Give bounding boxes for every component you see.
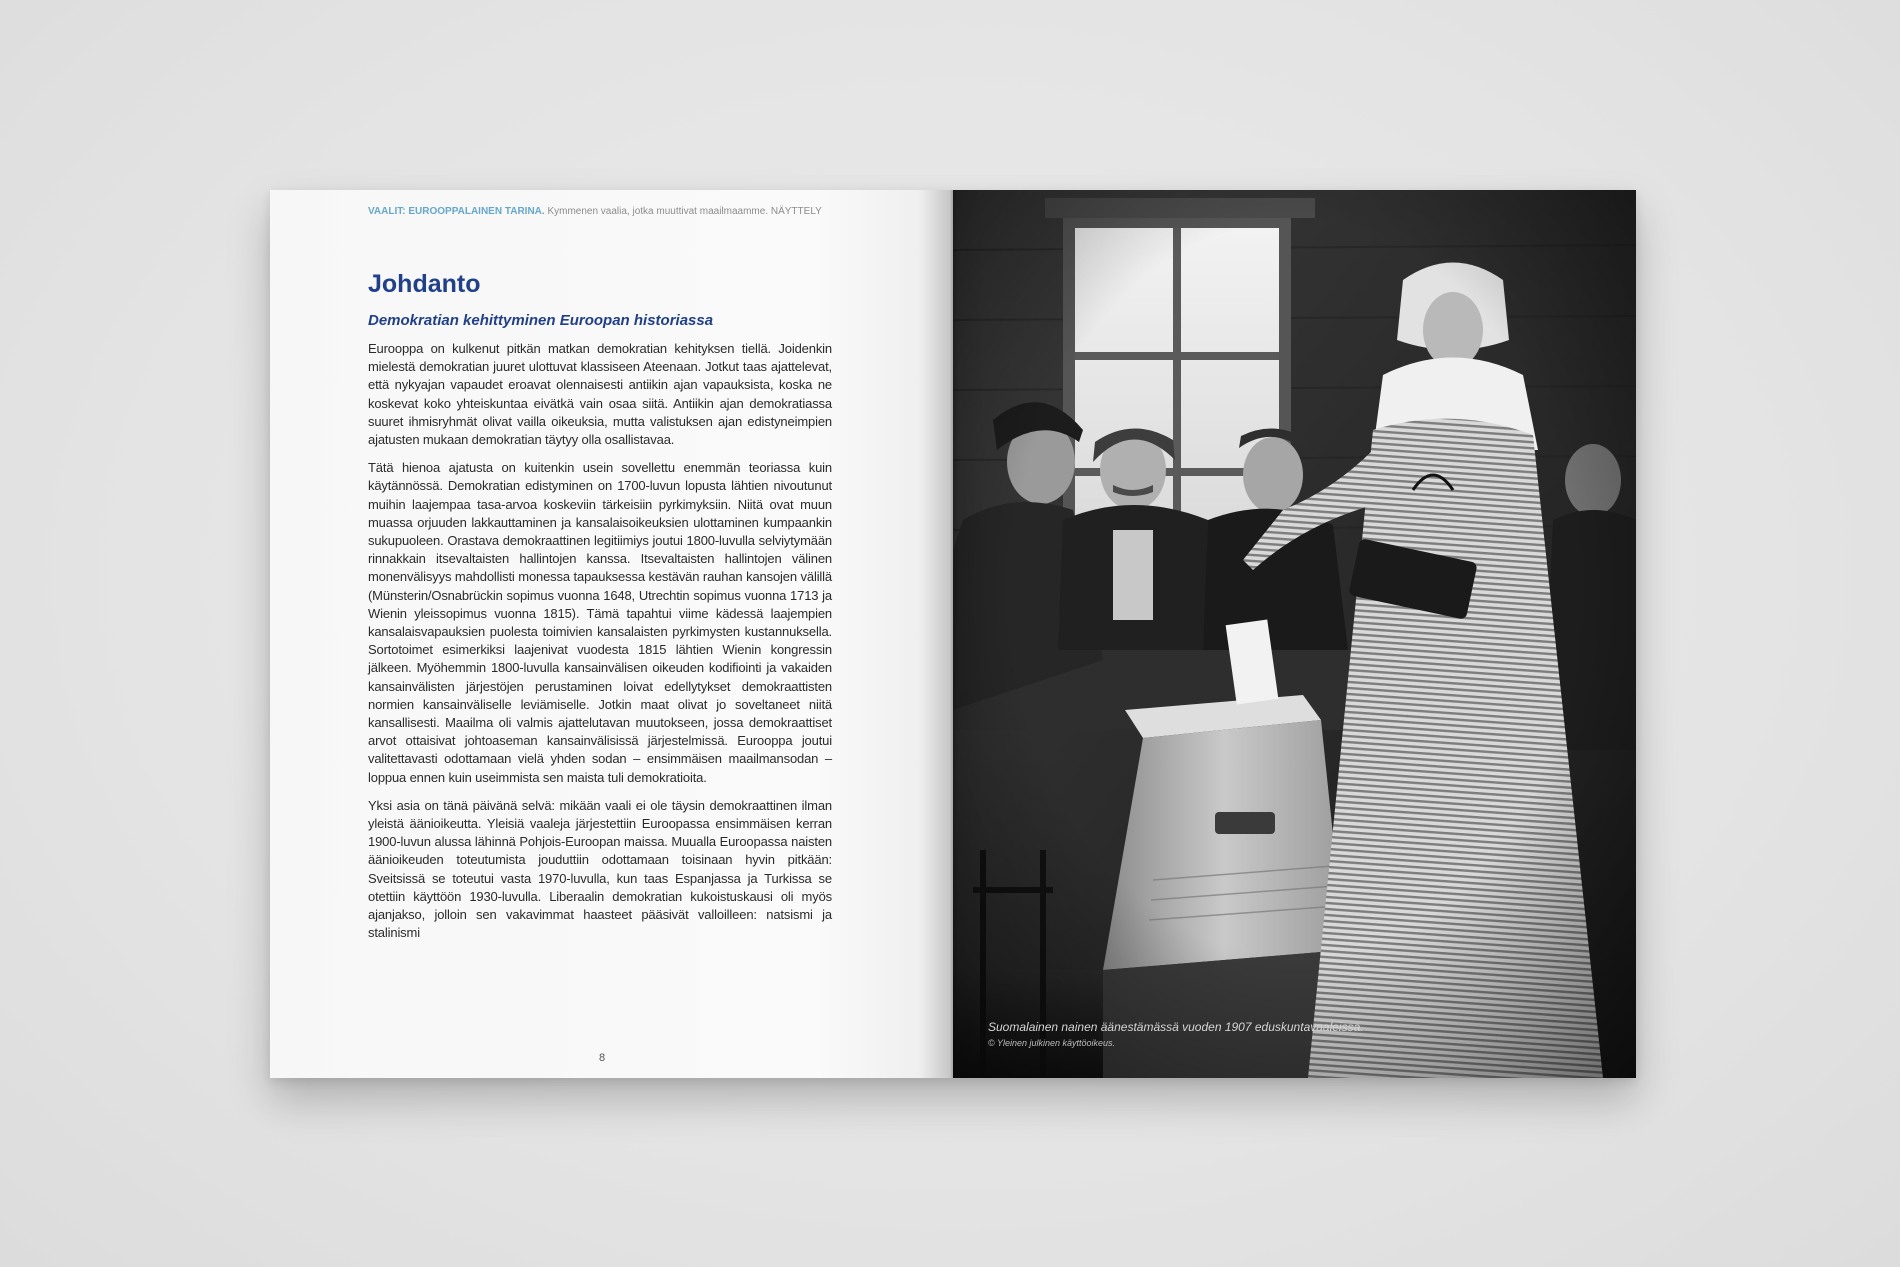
left-page <box>270 190 953 1078</box>
page-title: Johdanto <box>368 270 481 298</box>
paragraph: Eurooppa on kulkenut pitkän matkan demokratian kehityksen tiellä. Joidenkin mielestä demokratian juuret ulottuvat klassiseen Ateenaan. Jotkut taas ajattelevat, että nykyajan vapaudet eroavat olennaisesti antiikin ajan vapauksista, koska ne koskevat koko yhteiskuntaa eivätkä vain osaa siitä. Antiikin ajan demokratiassa suuret ihmisryhmät olivat vailla oikeuksia, mutta valistuksen ajan edistyneimpien ajatusten mukaan demokratian täytyy olla osallistavaa. <box>368 341 832 448</box>
paragraph: Tätä hienoa ajatusta on kuitenkin usein sovellettu enemmän teoriassa kuin käytännössä. Demokratian edistyminen on 1700-luvun lopusta lähtien nivoutunut muihin laajempaa tasa-arvoa koskeviin tärkeisiin pyrkimyksiin. Niitä ovat muun muassa orjuuden lakkauttaminen ja kansalaisoikeuksien ulottaminen kumpaankin sukupuoleen. Orastava demokraattinen legitiimiys joutui 1800-luvulla selviytymään rinnakkain itsevaltaisten hallintojen kanssa. Itsevaltaisten hallintojen välinen monenvälisyys mahdollisti monessa tapauksessa kestävän rauhan kansojen välillä (Münsterin/Osnabrückin sopimus vuonna 1648, Utrechtin sopimus vuonna 1713 ja Wienin yleissopimus vuonna 1815). Tämä tapahtui viime kädessä laajempien kansalaisvapauksien puolesta toimivien kansalaisten pyrkimysten kustannuksella. Sortotoimet esimerkiksi laajenivat vuodesta 1815 lähtien Wienin kongressin jälkeen. Myöhemmin 1800-luvulla kansainvälisen oikeuden kodifiointi ja vakaiden kansainvälisten järjestöjen perustaminen loivat edellytykset demokraattisten normien kansainväliselle leviämiselle. Jotkin maat olivat jo soveltaneet niitä kansallisesti. Maailma oli valmis ajattelutavan muutokseen, jossa demokraattiset arvot ottaisivat johtoaseman kansainvälisissä järjestelmissä. Eurooppa joutui valitettavasti odottamaan vielä yhden sodan – ensimmäisen maailmansodan – loppua ennen kuin useimmista sen maista tuli demokratioita. <box>368 460 832 785</box>
page-subtitle: Demokratian kehittyminen Euroopan historiassa <box>368 312 714 329</box>
photo-caption: Suomalainen nainen äänestämässä vuoden 1907 eduskuntavaaleissa. <box>988 1020 1364 1034</box>
right-page <box>953 190 1636 1078</box>
open-brochure <box>270 190 1636 1078</box>
running-head-rest: Kymmenen vaalia, jotka muuttivat maailmaamme. NÄYTTELY <box>547 206 822 217</box>
voting-photo <box>953 190 1636 1078</box>
photo-credit: © Yleinen julkinen käyttöoikeus. <box>988 1038 1116 1048</box>
running-head-series: VAALIT: EUROOPPALAINEN TARINA. <box>368 206 545 217</box>
page-number: 8 <box>598 1052 606 1064</box>
paragraph: Yksi asia on tänä päivänä selvä: mikään vaali ei ole täysin demokraattinen ilman yleistä äänioikeutta. Yleisiä vaaleja järjestettiin Euroopassa ensimmäisen kerran 1900-luvun alussa lähinnä Pohjois-Euroopan maissa. Muualla Euroopassa naisten äänioikeuden toteutumista jouduttiin odottamaan toisinaan hyvin pitkään: Sveitsissä se toteutui vasta 1970-luvulla, kun taas Espanjassa ja Turkissa se otettiin käyttöön 1930-luvulla. Liberaalin demokratian kukoistuskausi oli myös ajanjakso, jolloin sen vakavimmat haasteet pääsivät valloilleen: natsismi ja stalinismi <box>368 797 832 941</box>
running-head <box>368 206 848 217</box>
body-text <box>368 340 832 953</box>
